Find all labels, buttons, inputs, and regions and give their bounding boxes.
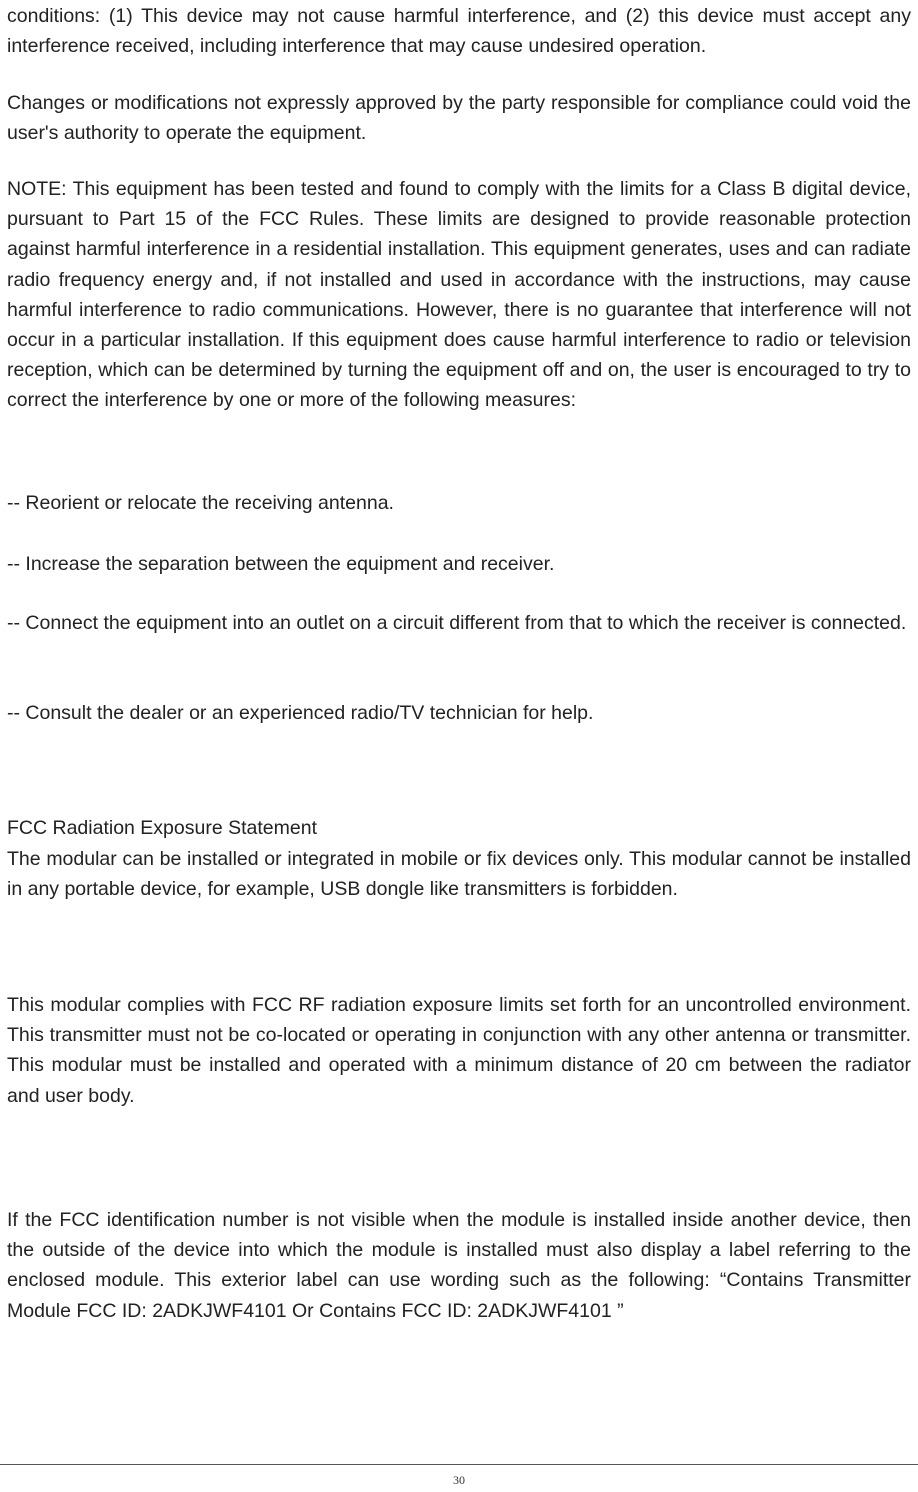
rf-exposure-limits-paragraph: This modular complies with FCC RF radiation exposure limits set forth for an uncontrolled environment. This transmitter must not be co-located or operating in conjunction with any other antenna or transmitter. This modular must be installed and operated with a minimum distance of 20 cm between the radiator and user body. [7,994,911,1107]
class-b-note-paragraph: NOTE: This equipment has been tested and found to comply with the limits for a Class B digital device, pursuant to Part 15 of the FCC Rules. These limits are designed to provide reasonable protection against harmful interference in a residential installation. This equipment generates, uses and can radiate radio frequency energy and, if not installed and used in accordance with the instructions, may cause harmful interference to radio communications. However, there is no guarantee that interference will not occur in a particular installation. If this equipment does cause harmful interference to radio or television reception, which can be determined by turning the equipment off and on, the user is encouraged to try to correct the interference by one or more of the following measures: [7,178,911,412]
compliance-conditions-paragraph: conditions: (1) This device may not cause harmful interference, and (2) this device must accept any interference received, including interference that may cause undesired operation. [7,5,911,58]
measure-connect-different-outlet: -- Connect the equipment into an outlet on a circuit different from that to which the receiver is connected. [7,612,907,634]
modifications-warning-paragraph: Changes or modifications not expressly approved by the party responsible for compliance could void the user's authority to operate the equipment. [7,92,911,145]
fcc-id-label-paragraph: If the FCC identification number is not visible when the module is installed inside another device, then the outside of the device into which the module is installed must also display a label referring to the enclosed module. This exterior label can use wording such as the following: “Contains Transmitter Module FCC ID: 2ADKJWF4101 Or Contains FCC ID: 2ADKJWF4101 ” [7,1209,911,1322]
page-number: 30 [453,1473,465,1487]
radiation-exposure-paragraph: The modular can be installed or integrated in mobile or fix devices only. This modular cannot be installed in any portable device, for example, USB dongle like transmitters is forbidden. [7,848,911,901]
footer-divider [0,1464,918,1465]
radiation-exposure-heading: FCC Radiation Exposure Statement [7,817,317,839]
measure-reorient-antenna: -- Reorient or relocate the receiving antenna. [7,492,394,514]
measure-increase-separation: -- Increase the separation between the equipment and receiver. [7,553,555,575]
measure-consult-dealer: -- Consult the dealer or an experienced radio/TV technician for help. [7,702,594,724]
